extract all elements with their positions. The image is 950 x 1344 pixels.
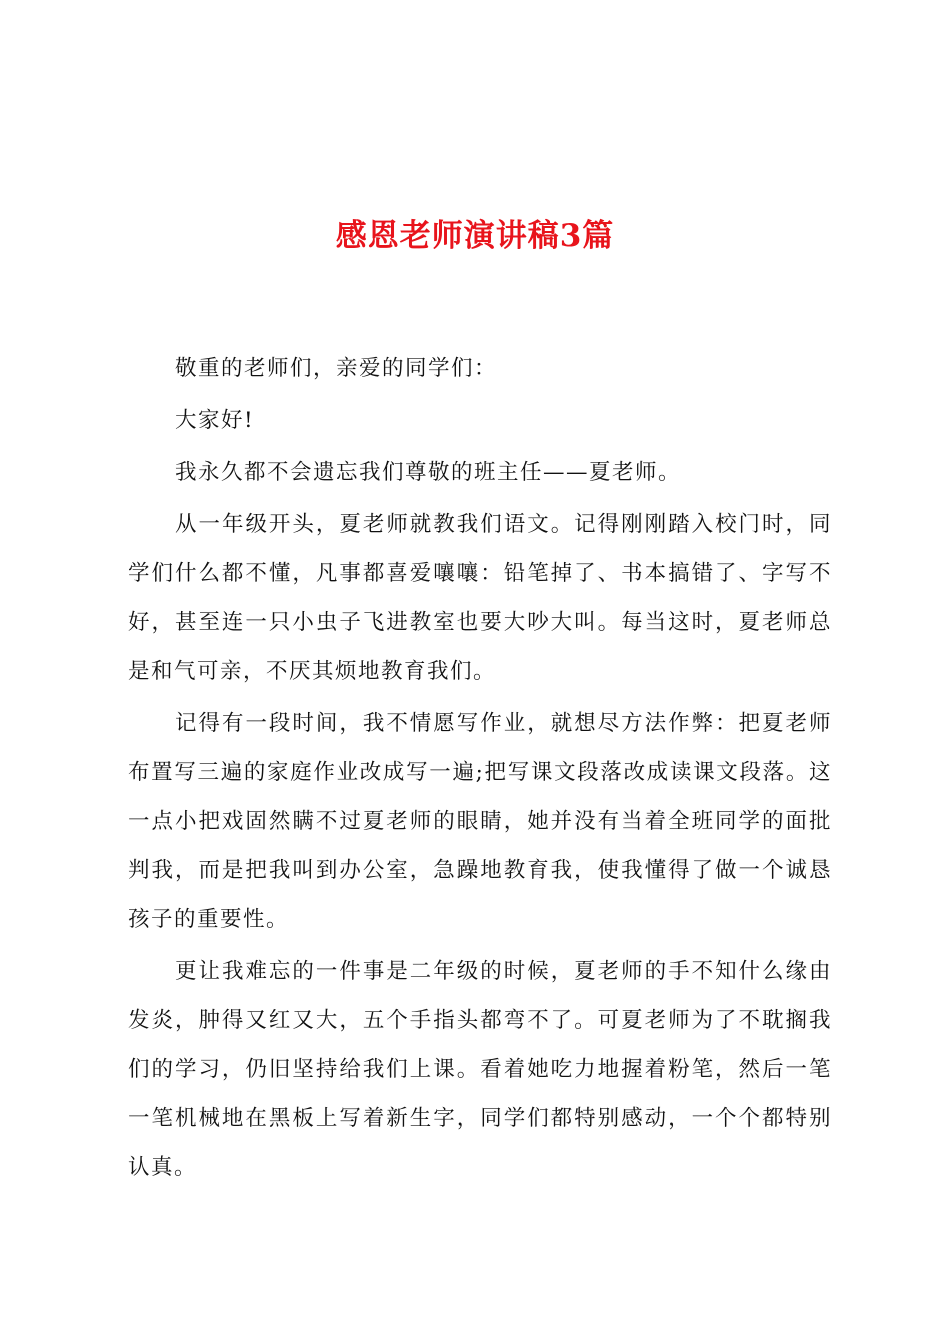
paragraph-greeting: 敬重的老师们，亲爱的同学们： [175, 356, 498, 381]
paragraph-intro: 我永久都不会遗忘我们尊敬的班主任——夏老师。 [175, 460, 682, 485]
paragraph-homework: 记得有一段时间，我不情愿写作业，就想尽方法作弊：把夏老师布置写三遍的家庭作业改成写一遍;把写课文段落改成读课文段落。这一点小把戏固然瞒不过夏老师的眼睛，她并没有当着全班同学的面批判我，而是把我叫到办公室，急躁地教育我，使我懂得了做一个诚恳孩子的重要性。 [128, 711, 832, 932]
paragraph-first-grade: 从一年级开头，夏老师就教我们语文。记得刚刚踏入校门时，同学们什么都不懂，凡事都喜爱嚷嚷：铅笔掉了、书本搞错了、字写不好，甚至连一只小虫子飞进教室也要大吵大叫。每当这时，夏老师总是和气可亲，不厌其烦地教育我们。 [128, 512, 832, 684]
paragraph-second-grade: 更让我难忘的一件事是二年级的时候，夏老师的手不知什么缘由发炎，肿得又红又大，五个手指头都弯不了。可夏老师为了不耽搁我们的学习，仍旧坚持给我们上课。看着她吃力地握着粉笔，然后一笔一笔机械地在黑板上写着新生字，同学们都特别感动，一个个都特别认真。 [128, 959, 832, 1180]
document-title: 感恩老师演讲稿3篇 [335, 218, 615, 254]
document-body [128, 344, 832, 1195]
paragraph-hello: 大家好! [175, 408, 255, 433]
